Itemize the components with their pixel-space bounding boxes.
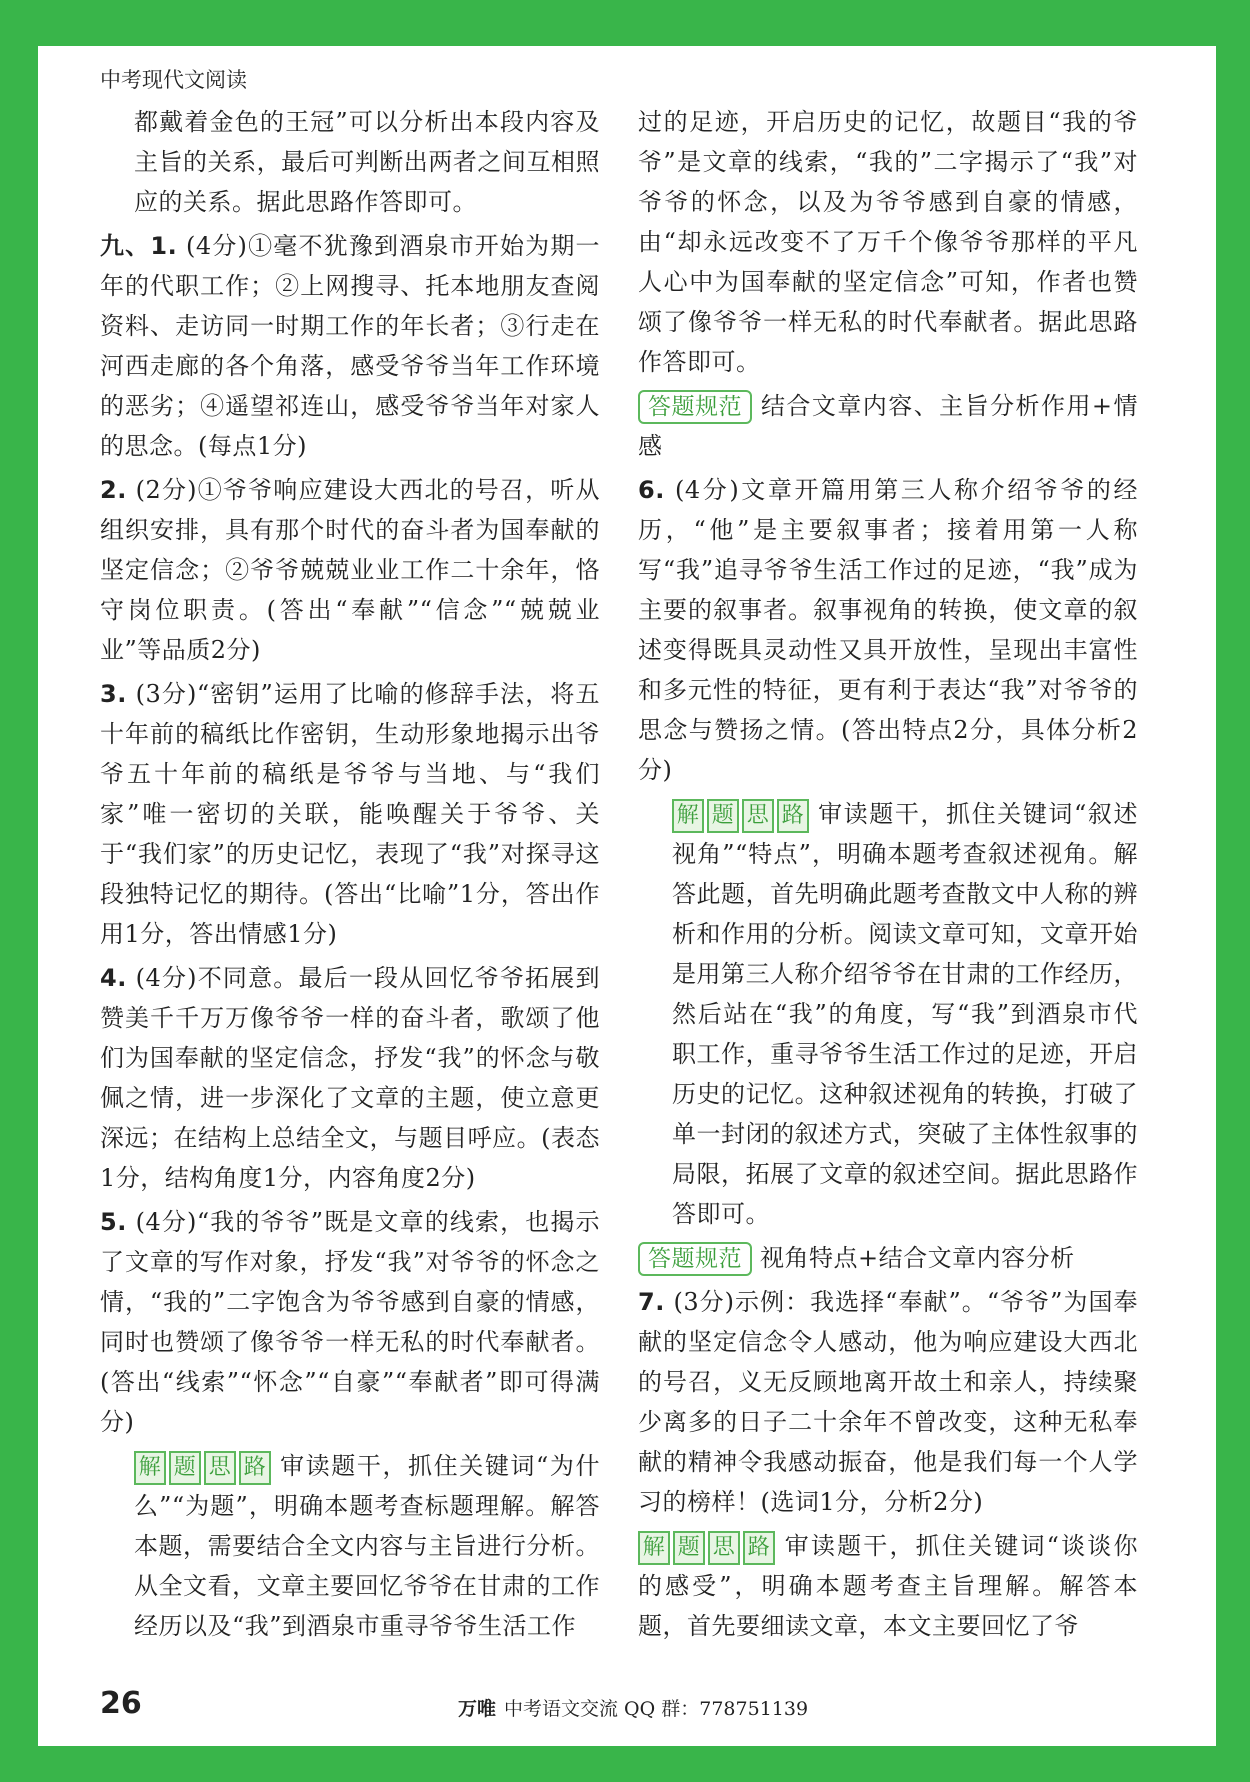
question-number: 7. [638, 1288, 665, 1316]
continued-paragraph: 过的足迹，开启历史的记忆，故题目“我的爷爷”是文章的线索，“我的”二字揭示了“我”对爷爷的怀念，以及为爷爷感到自豪的情感，由“却永远改变不了万千个像爷爷那样的平凡人心中为国奉献的坚定信念”可知，作者也赞颂了像爷爷一样无私的时代奉献者。据此思路作答即可。 [638, 108, 1138, 376]
tag-char: 路 [239, 1451, 271, 1485]
question-number: 6. [638, 476, 665, 504]
question-number: 3. [100, 680, 127, 708]
tag-char: 路 [743, 1531, 775, 1565]
answer-spec-2 [638, 1238, 1138, 1278]
answer-text: (3分)“密钥”运用了比喻的修辞手法，将五十年前的稿纸比作密钥，生动形象地揭示出爷爷五十年前的稿纸是爷爷与当地、与“我们家”唯一密切的关联，能唤醒关于爷爷、关于“我们家”的历史记忆，表现了“我”对探寻这段独特记忆的期待。(答出“比喻”1分，答出作用1分，答出情感1分) [100, 680, 600, 948]
answer-text: (3分)示例：我选择“奉献”。“爷爷”为国奉献的坚定信念令人感动，他为响应建设大西北的号召，义无反顾地离开故土和亲人，持续聚少离多的日子二十余年不曾改变，这种无私奉献的精神令我感动振奋，他是我们每一个人学习的榜样！(选词1分，分析2分) [638, 1288, 1138, 1516]
answer-text: (4分)不同意。最后一段从回忆爷爷拓展到赞美千千万万像爷爷一样的奋斗者，歌颂了他们为国奉献的坚定信念，抒发“我”的怀念与敬佩之情，进一步深化了文章的主题，使立意更深远；在结构上总结全文，与题目呼应。(表态1分，结构角度1分，内容角度2分) [100, 964, 600, 1192]
spec-tag: 答题规范 [638, 1242, 752, 1276]
analysis-text: 审读题干，抓住关键词“为什么”“为题”，明确本题考查标题理解。解答本题，需要结合全文内容与主旨进行分析。从全文看，文章主要回忆爷爷在甘肃的工作经历以及“我”到酒泉市重寻爷爷生活工作 [134, 1452, 600, 1640]
spec-text: 结合文章内容、主旨分析作用+情感 [638, 392, 1138, 460]
footer-info [458, 1694, 808, 1721]
tag-char: 思 [708, 1531, 740, 1565]
tag-char: 思 [742, 799, 774, 833]
spec-text: 视角特点+结合文章内容分析 [760, 1244, 1075, 1272]
brand-logo: 万唯 [458, 1698, 497, 1720]
analysis-5 [100, 1446, 600, 1646]
answer-1 [100, 226, 600, 466]
analysis-tag [134, 1451, 271, 1485]
spec-tag: 答题规范 [638, 390, 752, 424]
tag-char: 解 [672, 799, 704, 833]
answer-4 [100, 958, 600, 1198]
answer-5 [100, 1202, 600, 1442]
answer-6 [638, 470, 1138, 790]
answer-2 [100, 470, 600, 670]
tag-char: 题 [707, 799, 739, 833]
answer-text: (4分)文章开篇用第三人称介绍爷爷的经历，“他”是主要叙事者；接着用第一人称写“我”追寻爷爷生活工作过的足迹，“我”成为主要的叙事者。叙事视角的转换，使文章的叙述变得既具灵动性又具开放性，呈现出丰富性和多元性的特征，更有利于表达“我”对爷爷的思念与赞扬之情。(答出特点2分，具体分析2分) [638, 476, 1138, 784]
right-column [638, 102, 1138, 1650]
tag-char: 路 [777, 799, 809, 833]
question-number: 2. [100, 476, 127, 504]
question-number: 5. [100, 1208, 127, 1236]
page [38, 46, 1216, 1746]
tag-char: 题 [169, 1451, 201, 1485]
tag-char: 思 [204, 1451, 236, 1485]
answer-spec-1 [638, 386, 1138, 466]
answer-text: (4分)①毫不犹豫到酒泉市开始为期一年的代职工作；②上网搜寻、托本地朋友查阅资料、走访同一时期工作的年长者；③行走在河西走廊的各个角落，感受爷爷当年工作环境的恶劣；④遥望祁连山，感受爷爷当年对家人的思念。(每点1分) [100, 232, 600, 460]
tag-char: 解 [134, 1451, 166, 1485]
tag-char: 题 [673, 1531, 705, 1565]
question-number: 4. [100, 964, 127, 992]
answer-text: (2分)①爷爷响应建设大西北的号召，听从组织安排，具有那个时代的奋斗者为国奉献的坚定信念；②爷爷兢兢业业工作二十余年，恪守岗位职责。(答出“奉献”“信念”“兢兢业业”等品质2分) [100, 476, 600, 664]
question-number: 九、1. [100, 232, 178, 260]
tag-char: 解 [638, 1531, 670, 1565]
page-number: 26 [100, 1686, 142, 1721]
analysis-tag [638, 1531, 775, 1565]
answer-text: (4分)“我的爷爷”既是文章的线索，也揭示了文章的写作对象，抒发“我”对爷爷的怀念之情，“我的”二字饱含为爷爷感到自豪的情感，同时也赞颂了像爷爷一样无私的时代奉献者。(答出“线索”“怀念”“自豪”“奉献者”即可得满分) [100, 1208, 600, 1436]
analysis-text: 审读题干，抓住关键词“谈谈你的感受”，明确本题考查主旨理解。解答本题，首先要细读文章，本文主要回忆了爷 [638, 1532, 1138, 1640]
analysis-tag [672, 799, 809, 833]
answer-3 [100, 674, 600, 954]
analysis-7 [638, 1526, 1138, 1646]
footer-text: 中考语文交流 QQ 群：778751139 [504, 1698, 809, 1720]
analysis-text: 审读题干，抓住关键词“叙述视角”“特点”，明确本题考查叙述视角。解答此题，首先明确此题考查散文中人称的辨析和作用的分析。阅读文章可知，文章开始是用第三人称介绍爷爷在甘肃的工作经历，然后站在“我”的角度，写“我”到酒泉市代职工作，重寻爷爷生活工作过的足迹，开启历史的记忆。这种叙述视角的转换，打破了单一封闭的叙述方式，突破了主体性叙事的局限，拓展了文章的叙述空间。据此思路作答即可。 [672, 800, 1138, 1228]
page-header-title: 中考现代文阅读 [100, 68, 247, 92]
left-column [100, 102, 600, 1650]
analysis-6 [638, 794, 1138, 1234]
continued-paragraph: 都戴着金色的王冠”可以分析出本段内容及主旨的关系，最后可判断出两者之间互相照应的关系。据此思路作答即可。 [134, 108, 600, 216]
answer-7 [638, 1282, 1138, 1522]
